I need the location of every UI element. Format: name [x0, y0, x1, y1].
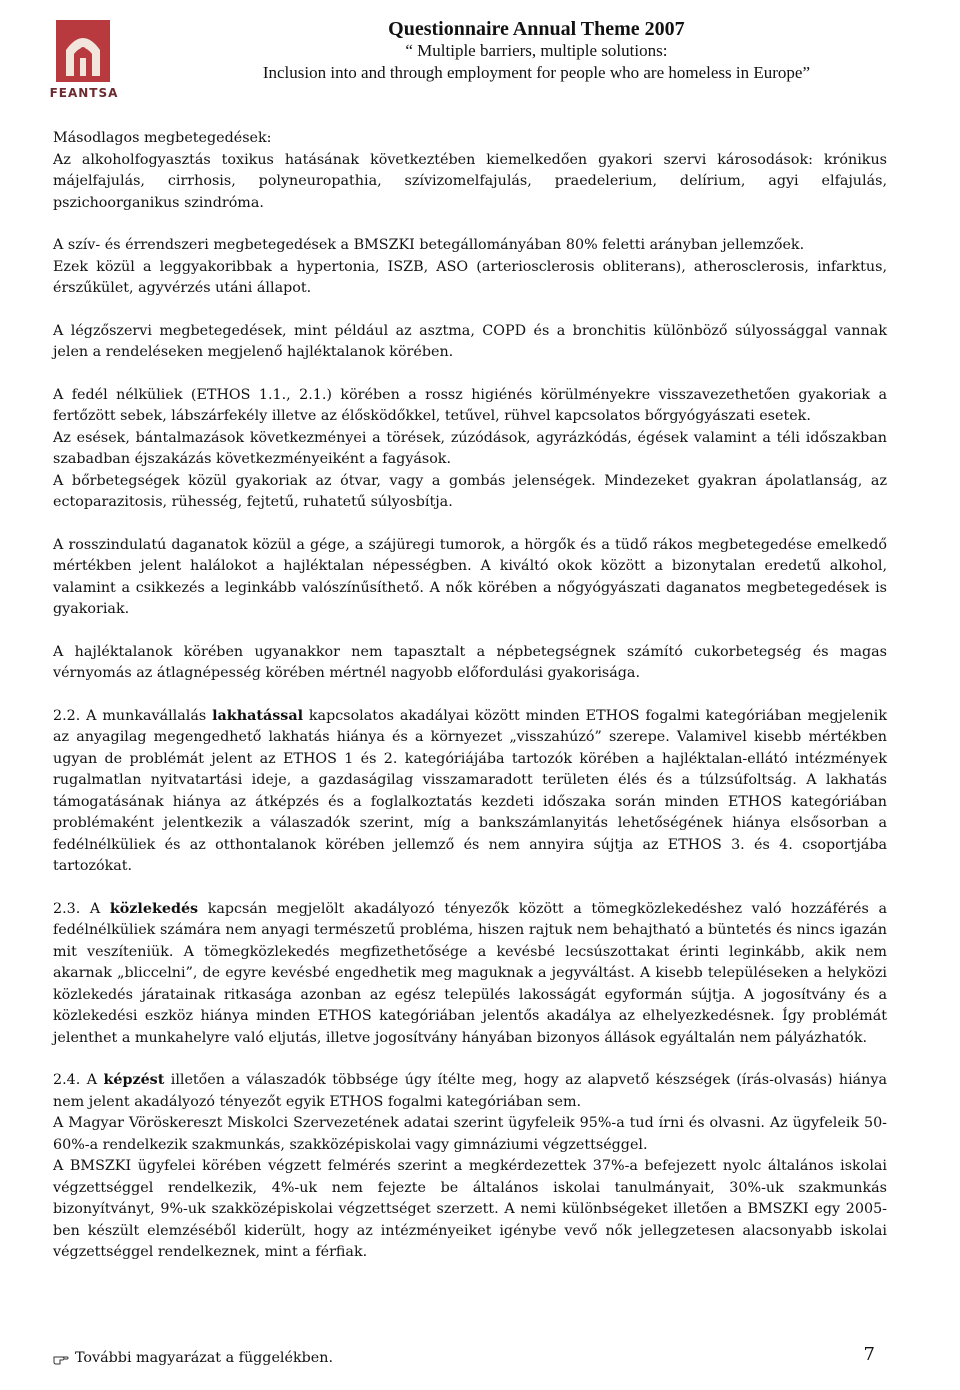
- section-2-3-transport: [53, 899, 887, 1050]
- page-footer: [53, 1344, 887, 1372]
- section-2-3-keyword: közlekedés: [109, 900, 199, 917]
- section-2-2-text: kapcsolatos akadályai között minden ETHOS fogalmi kategóriában megjelenik az anyagilag megengedhető lakhatás hiánya és a környezet „visszahúzó” szerepe. Valamivel kisebb mértékben ugyan de problémát jelent az ETHOS 1 és 2. kategóriájába tartozók körében a hajléktalan-ellátó intézmények rugalmatlan nyitvatartási ideje, a gazdaságilag visszamaradott területen élés és a túlzsúfoltság. A lakhatás támogatásának hiánya az átképzés és a foglalkoztatás kezdeti időszaka során minden ETHOS kategóriában problémaként jelentkezik a válaszadók szerint, míg a bankszámlanyitás lehetőségének hiánya elsősorban a fedélnélküliek és az otthontalanok körében jellemző és nem annyira sújtja az ETHOS 3. és 4. csoportjába tartozókat.: [53, 707, 887, 874]
- main-content: [53, 128, 887, 1264]
- footer-note: További magyarázat a függelékben.: [75, 1350, 333, 1366]
- section-2-3-text: kapcsán megjelölt akadályozó tényezők között a tömegközlekedéshez való hozzáférés a fedélnélküliek számára nem anyagi természetű probléma, hiszen rajtuk nem behajtható a büntetés és nincs igazán mit veszíteniük. A tömegközlekedés megfizethetősége a kevésbé lecsúszottakat érinti leginkább, akik nem akarnak „bliccelni”, de egyre kevésbé engedhetik meg maguknak a jegyváltást. A kisebb településeken a helyközi közlekedés járatainak ritkasága azonban az egész település lakosságát egyformán sújtja. A jogosítvány és a közlekedési eszköz hiánya minden ETHOS kategóriában jelentős akadálya az elhelyezkedésnek. Így problémát jelenthet a munkahelyre való eljutás, illetve jogosítvány hányában bizonyos állások egyáltalán nem pályázhatók.: [53, 900, 887, 1046]
- paragraph-cancer: A rosszindulatú daganatok közül a gége, a szájüregi tumorok, a hörgők és a tüdő rákos megbetegedése emelkedő mértékben jelent halálokot a hajléktalan népességben. A kiváltó okok között a bizonytalan eredetű alkohol, valamint a csikkezés a leginkább valószínűsíthető. A nők körében a nőgyógyászati daganatos megbetegedések is gyakoriak.: [53, 536, 887, 617]
- section-2-2-intro: 2.2. A munkavállalás: [53, 707, 213, 724]
- logo-emblem: [56, 20, 110, 82]
- section-2-4-intro: 2.4. A: [53, 1072, 104, 1088]
- feantsa-logo: [48, 18, 120, 104]
- document-subtitle-1: “ Multiple barriers, multiple solutions:: [405, 41, 668, 60]
- logo-text: FEANTSA: [49, 86, 119, 100]
- section-2-2-keyword: lakhatással: [212, 707, 304, 724]
- paragraph-rough-sleepers-c: A bőrbetegségek közül gyakoriak az ótvar, vagy a gombás jelenségek. Mindezeket gyakran ápolatlanság, az ectoparazitosis, rühesség, fejtetű, ruhatetű súlyosbítja.: [53, 472, 887, 510]
- section-2-4-education: [53, 1070, 887, 1113]
- section-2-4-keyword: képzést: [103, 1072, 165, 1088]
- paragraph-diabetes: A hajléktalanok körében ugyanakkor nem tapasztalt a népbetegségnek számító cukorbetegség és magas vérnyomás az átlagnépesség körében mértnél nagyobb előfordulási gyakorisága.: [53, 643, 887, 681]
- paragraph-respiratory: A légzőszervi megbetegedések, mint például az asztma, COPD és a bronchitis különböző súlyossággal vannak jelen a rendeléseken megjelenő hajléktalanok körében.: [53, 322, 887, 360]
- secondary-diseases-heading: Másodlagos megbetegedések:: [53, 130, 272, 146]
- page-number: 7: [863, 1344, 875, 1365]
- paragraph-cardiovascular-b: Ezek közül a leggyakoribbak a hypertonia, ISZB, ASO (arteriosclerosis obliterans), atherosclerosis, infarktus, érszűkület, agyvérzés utáni állapot.: [53, 258, 887, 296]
- section-2-3-intro: 2.3. A: [53, 900, 110, 917]
- section-2-4-text: illetően a válaszadók többsége úgy ítélte meg, hogy az alapvető készségek (írás-olvasás) hiánya nem jelent akadályozó tényezőt egyik ETHOS fogalmi kategóriában sem.: [53, 1072, 887, 1110]
- document-subtitle-2: Inclusion into and through employment for people who are homeless in Europe”: [262, 63, 810, 82]
- document-title: Questionnaire Annual Theme 2007: [388, 18, 685, 40]
- header-text: [263, 18, 810, 84]
- pointing-hand-icon: [53, 1351, 69, 1367]
- paragraph-rough-sleepers-b: Az esések, bántalmazások következményei a törések, zúzódások, agyrázkódás, égések valamint a téli időszakban szabadban éjszakázás következményeiként a fagyások.: [53, 429, 887, 467]
- paragraph-cardiovascular-a: A szív- és érrendszeri megbetegedések a BMSZKI betegállományában 80% feletti arányban jellemzőek.: [53, 237, 805, 253]
- section-2-2-housing: [53, 706, 887, 878]
- paragraph-bmszki-survey: A BMSZKI ügyfelei körében végzett felmérés szerint a megkérdezettek 37%-a befejezett nyolc általános iskolai végzettséggel rendelkezik, 4%-uk nem fejezte be általános iskolai tanulmányait, 30%-uk szakmunkás bizonyítványt, 9%-uk szakközépiskolai végzettséget szerzett. A nemi különbségeket illetően a BMSZKI egy 2005-ben készült elemzéséből kiderült, hogy az intézményeiket igénybe vevő nők jellegzetesen alacsonyabb iskolai végzettséggel rendelkeznek, mint a férfiak.: [53, 1158, 887, 1260]
- paragraph-red-cross: A Magyar Vöröskereszt Miskolci Szervezetének adatai szerint ügyfeleik 95%-a tud írni és olvasni. Az ügyfeleik 50-60%-a rendelkezik szakmunkás, szakközépiskolai vagy gimnáziumi végzettséggel.: [53, 1115, 887, 1153]
- paragraph-secondary-diseases: Az alkoholfogyasztás toxikus hatásának következtében kiemelkedően gyakori szervi károsodások: krónikus májelfajulás, cirrhosis, polyneuropathia, szívizomelfajulás, praedelerium, delírium, agyi elfajulás, pszichoorganikus szindróma.: [53, 151, 887, 211]
- paragraph-rough-sleepers-a: A fedél nélküliek (ETHOS 1.1., 2.1.) körében a rossz higiénés körülményekre visszavezethetően gyakoriak a fertőzött sebek, lábszárfekély illetve az élősködőkkel, tetűvel, rühvel kapcsolatos bőrgyógyászati esetek.: [53, 386, 887, 424]
- page-header: [0, 18, 960, 108]
- house-arch-icon: [56, 20, 110, 82]
